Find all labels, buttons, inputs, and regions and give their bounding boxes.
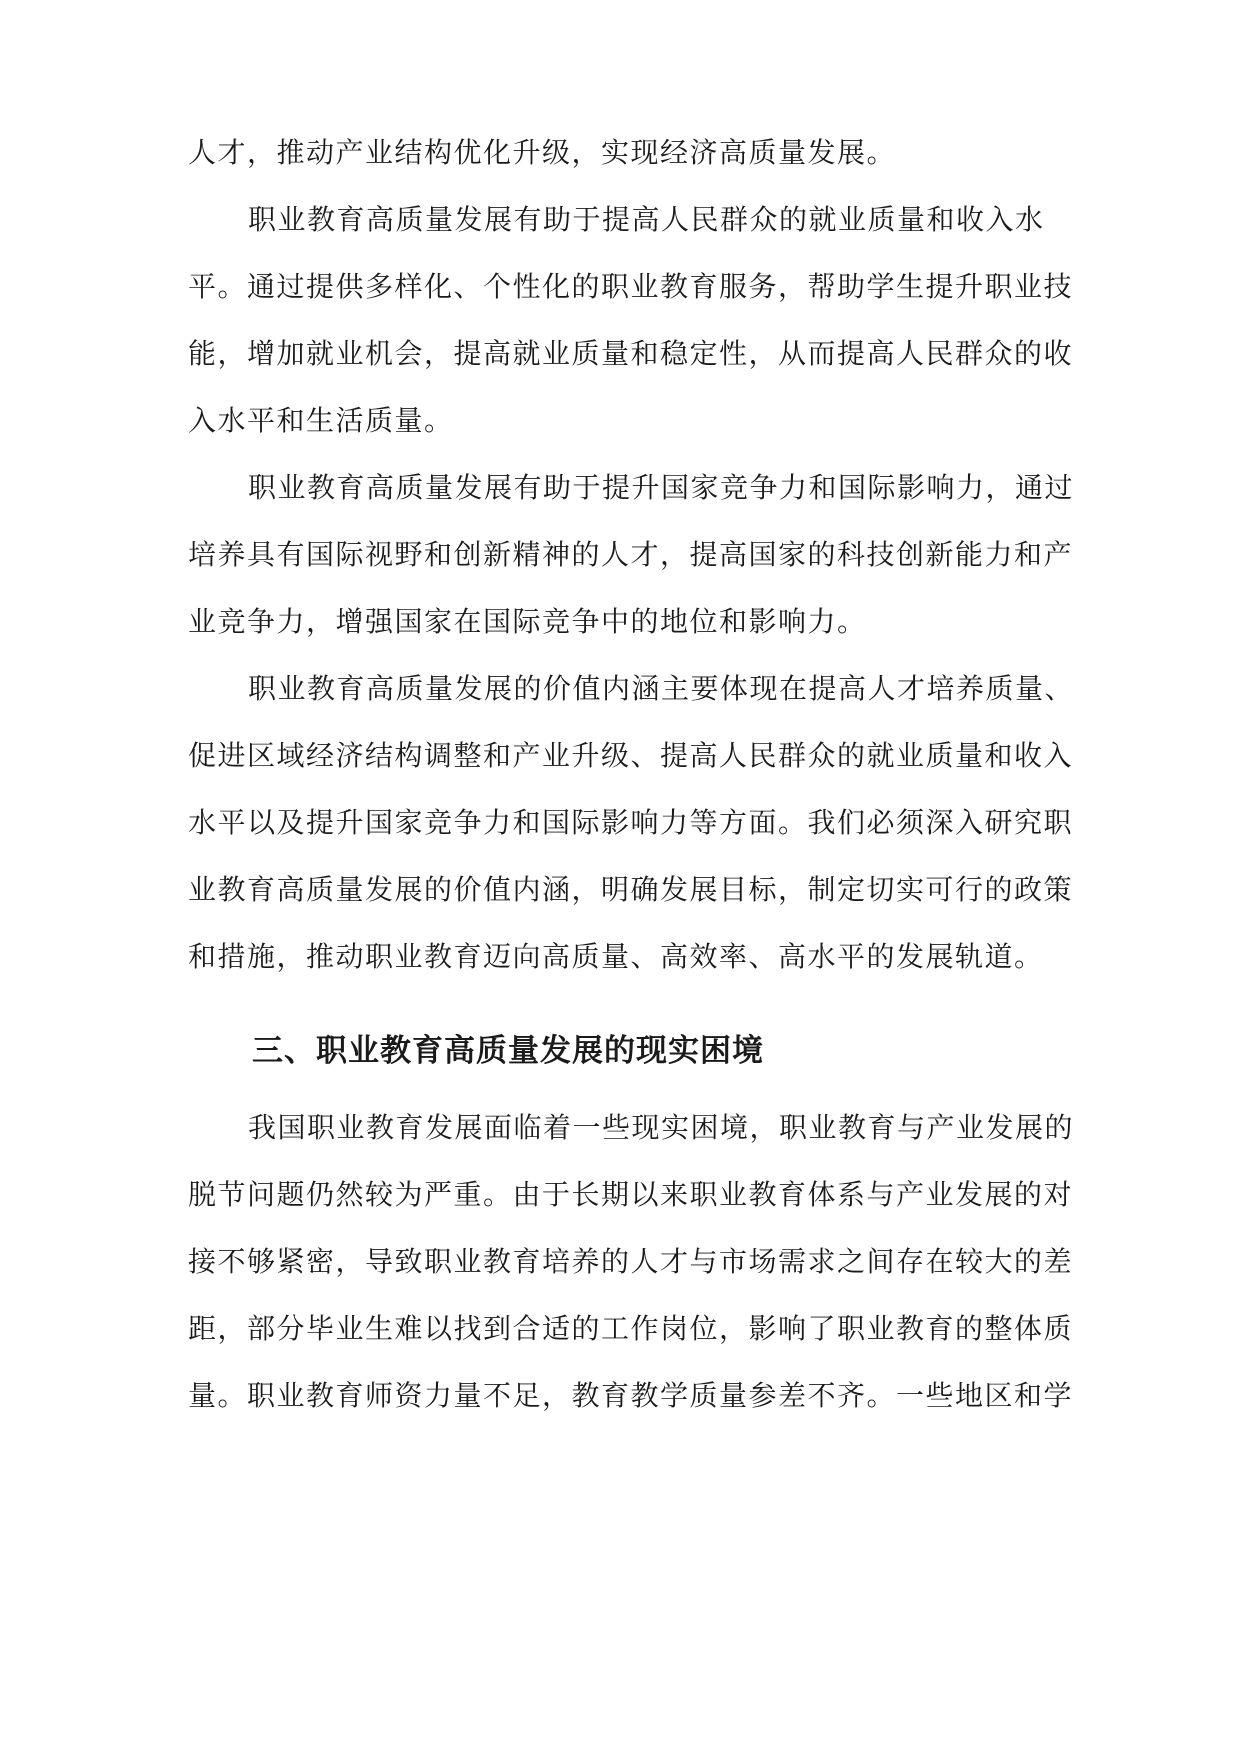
paragraph-line: 培养具有国际视野和创新精神的人才，提高国家的科技创新能力和产 bbox=[188, 538, 1074, 571]
paragraph-line: 脱节问题仍然较为严重。由于长期以来职业教育体系与产业发展的对 bbox=[188, 1178, 1074, 1211]
paragraph-line: 人才，推动产业结构优化升级，实现经济高质量发展。 bbox=[188, 136, 897, 169]
paragraph-line: 距，部分毕业生难以找到合适的工作岗位，影响了职业教育的整体质 bbox=[188, 1312, 1074, 1345]
paragraph-line: 促进区域经济结构调整和产业升级、提高人民群众的就业质量和收入 bbox=[188, 739, 1074, 772]
section-heading: 三、职业教育高质量发展的现实困境 bbox=[252, 1033, 764, 1069]
paragraph-line: 量。职业教育师资力量不足，教育教学质量参差不齐。一些地区和学 bbox=[188, 1379, 1074, 1412]
paragraph-line: 职业教育高质量发展的价值内涵主要体现在提高人才培养质量、 bbox=[248, 672, 1075, 705]
paragraph-line: 能，增加就业机会，提高就业质量和稳定性，从而提高人民群众的收 bbox=[188, 337, 1074, 370]
paragraph-line: 业教育高质量发展的价值内涵，明确发展目标，制定切实可行的政策 bbox=[188, 873, 1074, 906]
paragraph-line: 业竞争力，增强国家在国际竞争中的地位和影响力。 bbox=[188, 605, 867, 638]
paragraph-line: 职业教育高质量发展有助于提升国家竞争力和国际影响力，通过 bbox=[248, 471, 1075, 504]
paragraph-line: 职业教育高质量发展有助于提高人民群众的就业质量和收入水 bbox=[248, 203, 1045, 236]
paragraph-line: 水平以及提升国家竞争力和国际影响力等方面。我们必须深入研究职 bbox=[188, 806, 1074, 839]
paragraph-line: 平。通过提供多样化、个性化的职业教育服务，帮助学生提升职业技 bbox=[188, 270, 1074, 303]
paragraph-line: 我国职业教育发展面临着一些现实困境，职业教育与产业发展的 bbox=[248, 1111, 1075, 1144]
paragraph-line: 接不够紧密，导致职业教育培养的人才与市场需求之间存在较大的差 bbox=[188, 1245, 1074, 1278]
paragraph-line: 入水平和生活质量。 bbox=[188, 404, 454, 437]
paragraph-line: 和措施，推动职业教育迈向高质量、高效率、高水平的发展轨道。 bbox=[188, 940, 1044, 973]
